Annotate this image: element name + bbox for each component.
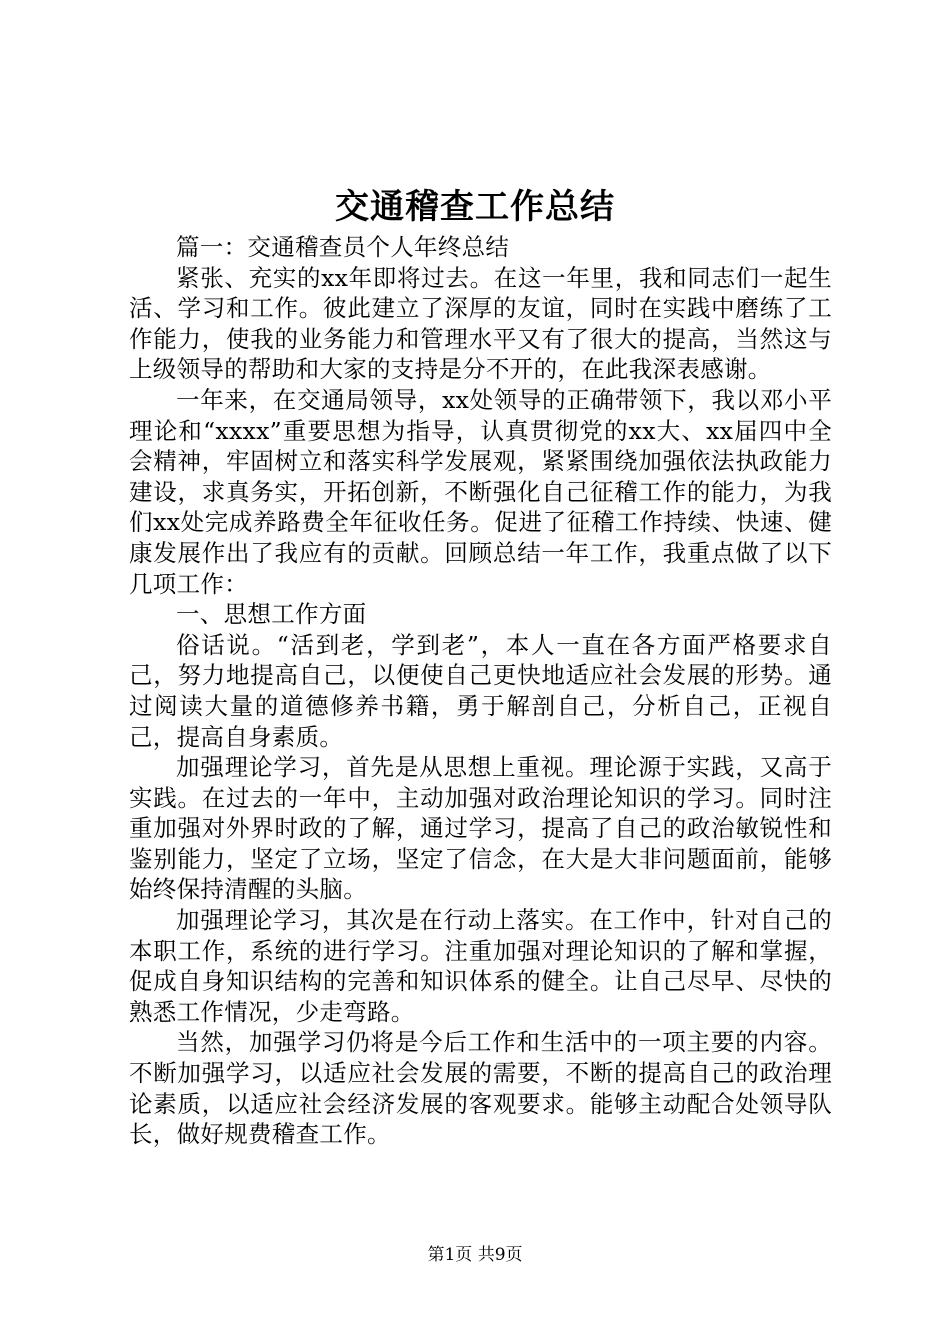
body-paragraph: 加强理论学习，其次是在行动上落实。在工作中，针对自己的本职工作，系统的进行学习。注重加强对理论知识的了解和掌握，促成自身知识结构的完善和知识体系的健全。让自己尽早、尽快的熟悉工作情况，少走弯路。 [129,906,832,1026]
section-heading: 篇一：交通稽查员个人年终总结 [176,233,510,261]
body-paragraph: 紧张、充实的xx年即将过去。在这一年里，我和同志们一起生活、学习和工作。彼此建立了深厚的友谊，同时在实践中磨练了工作能力，使我的业务能力和管理水平又有了很大的提高，当然这与上级领导的帮助和大家的支持是分不开的，在此我深表感谢。 [129,263,832,384]
body-paragraph: 当然，加强学习仍将是今后工作和生活中的一项主要的内容。不断加强学习，以适应社会发展的需要，不断的提高自己的政治理论素质，以适应社会经济发展的客观要求。能够主动配合处领导队长，做好规费稽查工作。 [129,1028,832,1149]
body-paragraph: 加强理论学习，首先是从思想上重视。理论源于实践，又高于实践。在过去的一年中，主动加强对政治理论知识的学习。同时注重加强对外界时政的了解，通过学习，提高了自己的政治敏锐性和鉴别能力，坚定了立场，坚定了信念，在大是大非问题面前，能够始终保持清醒的头脑。 [129,753,832,904]
subsection-heading: 一、思想工作方面 [176,600,367,629]
page-number-footer: 第1页 共9页 [427,1245,523,1265]
document-body [129,232,832,1150]
document-title: 交通稽查工作总结 [335,187,615,227]
body-paragraph: 一年来，在交通局领导，xx处领导的正确带领下，我以邓小平理论和“xxxx”重要思想为指导，认真贯彻党的xx大、xx届四中全会精神，牢固树立和落实科学发展观，紧紧围绕加强依法执政能力建设，求真务实，开拓创新，不断强化自己征稽工作的能力，为我们xx处完成养路费全年征收任务。促进了征稽工作持续、快速、健康发展作出了我应有的贡献。回顾总结一年工作，我重点做了以下几项工作： [129,385,832,598]
body-paragraph: 俗话说。“活到老，学到老”，本人一直在各方面严格要求自己，努力地提高自己，以便使自己更快地适应社会发展的形势。通过阅读大量的道德修养书籍，勇于解剖自己，分析自己，正视自己，提高自身素质。 [129,630,832,751]
